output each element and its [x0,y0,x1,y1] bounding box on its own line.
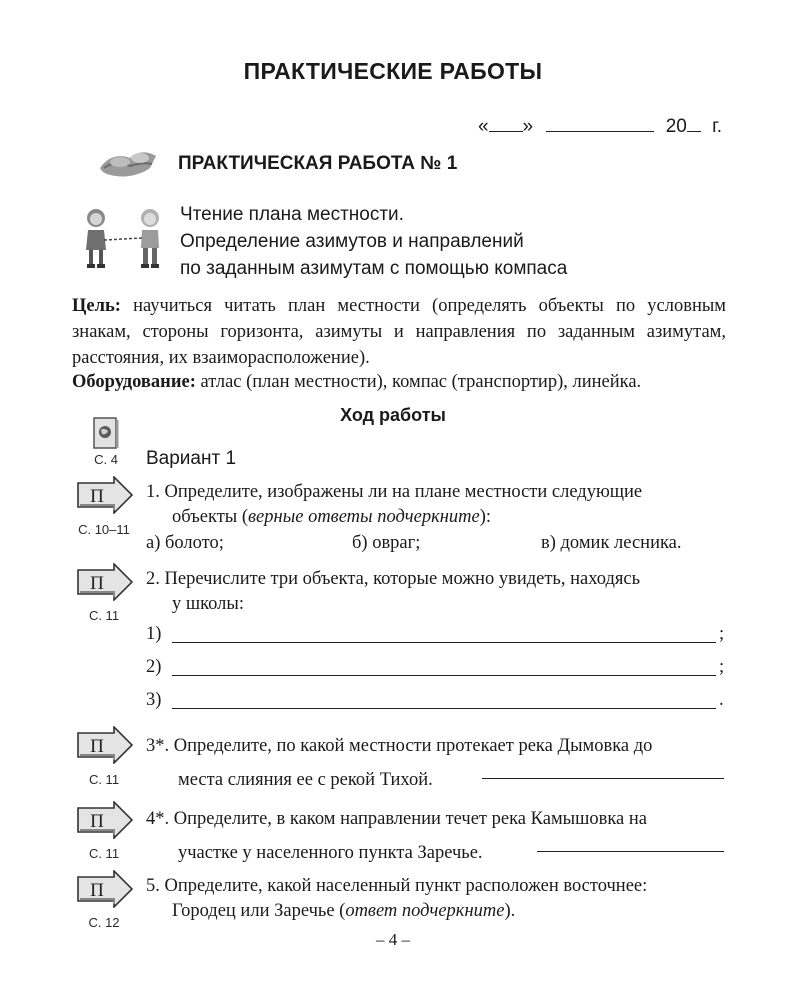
day-blank[interactable] [489,117,523,132]
task-2 [146,567,726,617]
task-text: Перечислите три объекта, которые можно увидеть, находясь [164,569,641,589]
answer-line-label: 2) [146,657,162,677]
task-number: 4*. [146,809,170,829]
task-text: участке у населенного пункта Заречье. [178,843,483,863]
task-number: 2. [146,569,160,589]
answer-option[interactable]: в) домик лесника. [541,533,682,553]
variant-label: Вариант 1 [146,448,237,469]
children-measuring-icon [76,206,170,272]
task-text: Определите, по какой местности протекает река Дымовка до [173,736,653,756]
equipment-paragraph [72,369,752,395]
year-suffix: г. [712,116,722,137]
task-page-ref: С. 10–11 [78,522,130,537]
task-text: Определите, изображены ли на плане местности следующие [164,482,643,502]
answer-line[interactable] [482,760,724,779]
subtitle-line: Чтение плана местности. [180,204,404,225]
answer-option[interactable]: а) болото; [146,533,224,553]
task-page-ref: С. 12 [88,915,120,930]
task-text: Определите, в каком направлении течет река Камышовка на [173,809,647,829]
answer-line-label: 1) [146,624,162,644]
task-page-ref: С. 11 [88,846,120,861]
arrow-letter: П [90,573,104,594]
textbook-arrow-icon [76,476,134,514]
answer-line[interactable] [537,833,724,852]
task-text: ). [504,901,516,921]
task-page-ref: С. 11 [88,772,120,787]
textbook-arrow-icon [76,563,134,601]
section-heading: Ход работы [340,405,446,425]
answer-line[interactable] [172,690,716,709]
equipment-label: Оборудование: [72,372,196,392]
task-text: у школы: [172,594,244,614]
answer-line-end: ; [719,624,725,644]
year-prefix: 20 [665,116,687,137]
task-text: ): [479,507,492,527]
task-5 [146,874,726,924]
atlas-page-ref: С. 4 [94,452,118,467]
date-close-quote: » [522,116,534,137]
task-1 [146,480,726,530]
task-text: Определите, какой населенный пункт расположен восточнее: [164,876,648,896]
hands-icon [98,142,160,182]
subtitle-line: по заданным азимутам с помощью компаса [180,258,568,279]
answer-line[interactable] [172,624,716,643]
arrow-letter: П [90,811,104,832]
date-field [478,116,722,138]
task-number: 5. [146,876,160,896]
page-number: – 4 – [376,930,410,949]
work-title: ПРАКТИЧЕСКАЯ РАБОТА № 1 [178,153,458,174]
atlas-book-icon [92,416,120,450]
subtitle-line: Определение азимутов и направлений [180,231,524,252]
task-text: Городец или Заречье ( [172,901,346,921]
task-text: места слияния ее с рекой Тихой. [178,770,433,790]
equipment-text: атлас (план местности), компас (транспортир), линейка. [195,372,642,392]
answer-line-end: . [719,690,724,710]
task-number: 1. [146,482,160,502]
task-text: объекты ( [172,507,249,527]
task-italic: верные ответы подчеркните [248,507,480,527]
arrow-letter: П [90,736,104,757]
date-open-quote: « [477,116,489,137]
goal-text: научиться читать план местности (определять объекты по условным знакам, стороны горизонта, азимуты и направления по заданным азимутам, расстояния, их взаиморасположение). [72,296,726,368]
page-title: ПРАКТИЧЕСКИЕ РАБОТЫ [243,58,543,84]
task-page-ref: С. 11 [88,608,120,623]
answer-line-end: ; [719,657,725,677]
year-blank[interactable] [687,117,701,132]
task-number: 3*. [146,736,170,756]
month-blank[interactable] [546,117,654,132]
answer-option[interactable]: б) овраг; [352,533,421,553]
textbook-arrow-icon [76,726,134,764]
goal-label: Цель: [72,296,121,316]
arrow-letter: П [90,486,104,507]
answer-line[interactable] [172,657,716,676]
answer-line-label: 3) [146,690,162,710]
goal-paragraph [72,293,726,371]
textbook-arrow-icon [76,870,134,908]
textbook-arrow-icon [76,801,134,839]
task-italic: ответ подчеркните [345,901,505,921]
work-subtitle [180,201,567,282]
arrow-letter: П [90,880,104,901]
